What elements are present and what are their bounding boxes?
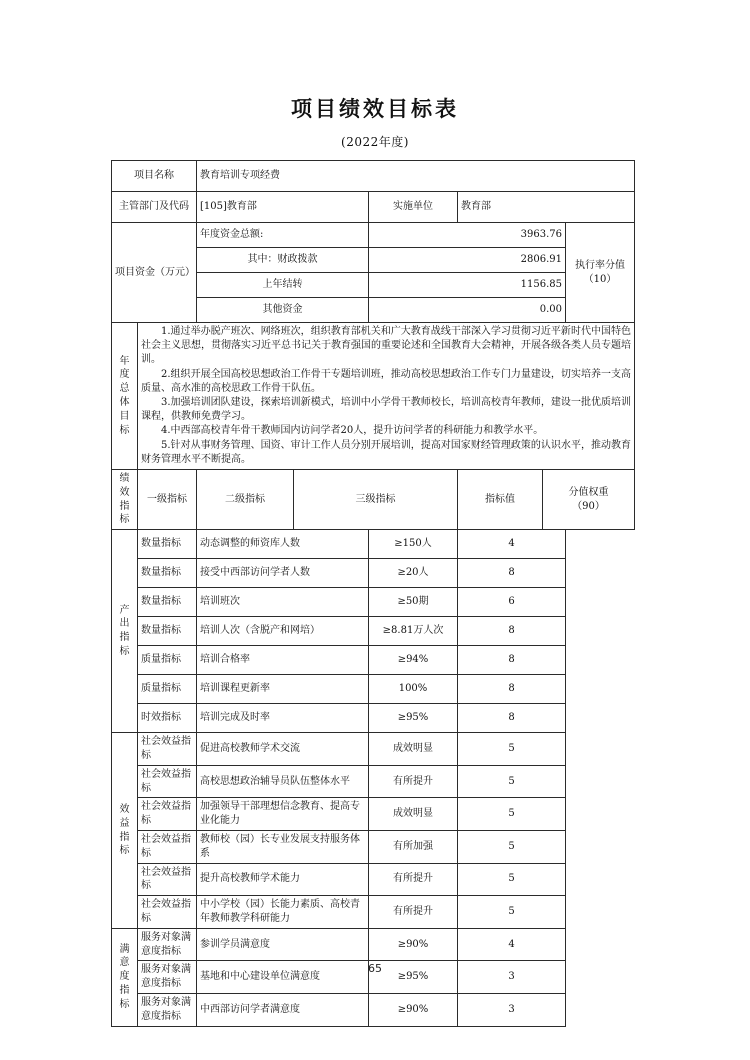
indicator-row <box>112 646 635 675</box>
project-name-label: 项目名称 <box>112 161 197 192</box>
indicator-row <box>112 831 635 864</box>
weight-cell: 5 <box>458 896 566 929</box>
indicator-row <box>112 733 635 766</box>
target-value-cell: ≥95% <box>369 961 458 994</box>
page-number: 65 <box>368 962 382 975</box>
weight-cell: 8 <box>458 704 566 733</box>
weight-cell: 4 <box>458 928 566 961</box>
funding-label: 项目资金（万元） <box>112 223 197 323</box>
level3-indicator-cell: 高校思想政治辅导员队伍整体水平 <box>197 765 369 798</box>
project-name-value: 教育培训专项经费 <box>197 161 635 192</box>
page-title: 项目绩效目标表 <box>291 96 459 121</box>
performance-target-table <box>111 160 635 1027</box>
department-label: 主管部门及代码 <box>112 192 197 223</box>
weight-cell: 8 <box>458 559 566 588</box>
level3-indicator-cell: 中小学校（园）长能力素质、高校青年教师教学科研能力 <box>197 896 369 929</box>
header-weight <box>543 470 635 530</box>
target-value-cell: ≥20人 <box>369 559 458 588</box>
annual-goal-side-label: 年度总体目标 <box>112 323 138 470</box>
weight-cell: 4 <box>458 530 566 559</box>
goal-paragraph: 2.组织开展全国高校思想政治工作骨干专题培训班，推动高校思想政治工作专门力量建设，切实培养一支高质量、高水准的高校思政工作骨干队伍。 <box>141 368 631 394</box>
department-row <box>112 192 635 223</box>
level1-indicator-cell: 满意度指标 <box>112 928 138 1026</box>
level3-indicator-cell: 培训完成及时率 <box>197 704 369 733</box>
level2-indicator-cell: 社会效益指标 <box>138 765 197 798</box>
level2-indicator-cell: 数量指标 <box>138 559 197 588</box>
implement-unit-value: 教育部 <box>458 192 635 223</box>
funding-row-value: 0.00 <box>369 298 566 323</box>
project-name-row <box>112 161 635 192</box>
header-weight-line1: 分值权重 <box>568 486 609 498</box>
goal-paragraph: 5.针对从事财务管理、国资、审计工作人员分别开展培训，提高对国家财经管理政策的认识水平，推动教育财务管理水平不断提高。 <box>141 439 631 465</box>
level2-indicator-cell: 社会效益指标 <box>138 831 197 864</box>
level2-indicator-cell: 服务对象满意度指标 <box>138 928 197 961</box>
indicator-row <box>112 617 635 646</box>
level2-indicator-cell: 数量指标 <box>138 617 197 646</box>
goal-paragraph: 4.中西部高校青年骨干教师国内访问学者20人，提升访问学者的科研能力和教学水平。 <box>161 425 544 437</box>
header-level2: 二级指标 <box>197 470 294 530</box>
weight-cell: 5 <box>458 863 566 896</box>
funding-row-label: 上年结转 <box>197 273 369 298</box>
level3-indicator-cell: 接受中西部访问学者人数 <box>197 559 369 588</box>
annual-goal-text <box>138 323 635 470</box>
goal-paragraph: 3.加强培训团队建设，探索培训新模式，培训中小学骨干教师校长，培训高校青年教师，建设一批优质培训课程，供教师免费学习。 <box>141 397 631 423</box>
header-level3: 三级指标 <box>294 470 458 530</box>
indicator-row <box>112 765 635 798</box>
indicator-row <box>112 559 635 588</box>
target-value-cell: 有所加强 <box>369 831 458 864</box>
level2-indicator-cell: 社会效益指标 <box>138 798 197 831</box>
target-value-cell: 有所提升 <box>369 863 458 896</box>
weight-cell: 5 <box>458 831 566 864</box>
indicator-row <box>112 863 635 896</box>
indicator-row <box>112 588 635 617</box>
level2-indicator-cell: 数量指标 <box>138 530 197 559</box>
level3-indicator-cell: 培训课程更新率 <box>197 675 369 704</box>
weight-cell: 3 <box>458 993 566 1026</box>
level1-indicator-cell: 效益指标 <box>112 733 138 929</box>
indicator-row <box>112 704 635 733</box>
level3-indicator-cell: 中西部访问学者满意度 <box>197 993 369 1026</box>
level2-indicator-cell: 质量指标 <box>138 675 197 704</box>
level2-indicator-cell: 质量指标 <box>138 646 197 675</box>
funding-row-value: 3963.76 <box>369 223 566 248</box>
indicator-row <box>112 928 635 961</box>
weight-cell: 5 <box>458 733 566 766</box>
level3-indicator-cell: 培训合格率 <box>197 646 369 675</box>
header-target: 指标值 <box>458 470 543 530</box>
target-value-cell: 有所提升 <box>369 896 458 929</box>
indicators-side-label: 绩效指标 <box>112 470 138 530</box>
level3-indicator-cell: 动态调整的师资库人数 <box>197 530 369 559</box>
indicator-row <box>112 530 635 559</box>
level2-indicator-cell: 服务对象满意度指标 <box>138 961 197 994</box>
indicator-rows-body <box>112 530 635 1026</box>
level1-indicator-cell: 产出指标 <box>112 530 138 733</box>
annual-goal-row <box>112 323 635 470</box>
target-value-cell: ≥95% <box>369 704 458 733</box>
level2-indicator-cell: 社会效益指标 <box>138 863 197 896</box>
funding-row-value: 1156.85 <box>369 273 566 298</box>
header-level1: 一级指标 <box>138 470 197 530</box>
funding-row-label: 其他资金 <box>197 298 369 323</box>
target-value-cell: ≥94% <box>369 646 458 675</box>
level2-indicator-cell: 社会效益指标 <box>138 896 197 929</box>
execution-rate-cell <box>566 223 635 323</box>
weight-cell: 8 <box>458 617 566 646</box>
indicator-header-row <box>112 470 635 530</box>
execution-rate-label: 执行率分值 <box>575 259 625 271</box>
level3-indicator-cell: 培训班次 <box>197 588 369 617</box>
indicator-row <box>112 675 635 704</box>
level3-indicator-cell: 参训学员满意度 <box>197 928 369 961</box>
level2-indicator-cell: 社会效益指标 <box>138 733 197 766</box>
level2-indicator-cell: 时效指标 <box>138 704 197 733</box>
level2-indicator-cell: 数量指标 <box>138 588 197 617</box>
indicator-row <box>112 896 635 929</box>
level3-indicator-cell: 促进高校教师学术交流 <box>197 733 369 766</box>
target-value-cell: ≥8.81万人次 <box>369 617 458 646</box>
level3-indicator-cell: 加强领导干部理想信念教育、提高专业化能力 <box>197 798 369 831</box>
department-value: [105]教育部 <box>197 192 369 223</box>
level3-indicator-cell: 培训人次（含脱产和网培） <box>197 617 369 646</box>
target-value-cell: 100% <box>369 675 458 704</box>
target-value-cell: 有所提升 <box>369 765 458 798</box>
target-value-cell: ≥90% <box>369 993 458 1026</box>
page-subtitle: (2022年度) <box>341 135 409 149</box>
header-weight-line2: （90） <box>572 500 605 512</box>
indicator-row <box>112 798 635 831</box>
weight-cell: 8 <box>458 675 566 704</box>
execution-rate-score: （10） <box>583 273 617 285</box>
funding-row-label: 年度资金总额: <box>197 223 369 248</box>
goal-paragraph: 1.通过举办脱产班次、网络班次，组织教育部机关和广大教育战线干部深入学习贯彻习近平新时代中国特色社会主义思想，贯彻落实习近平总书记关于教育强国的重要论述和全国教育大会精神，开展各级各类人员专题培训。 <box>141 326 631 366</box>
target-value-cell: ≥50期 <box>369 588 458 617</box>
implement-unit-label: 实施单位 <box>369 192 458 223</box>
weight-cell: 3 <box>458 961 566 994</box>
target-value-cell: ≥90% <box>369 928 458 961</box>
funding-row-value: 2806.91 <box>369 248 566 273</box>
weight-cell: 5 <box>458 765 566 798</box>
funding-row <box>112 223 635 248</box>
weight-cell: 8 <box>458 646 566 675</box>
weight-cell: 6 <box>458 588 566 617</box>
level3-indicator-cell: 教师校（园）长专业发展支持服务体系 <box>197 831 369 864</box>
target-value-cell: ≥150人 <box>369 530 458 559</box>
level3-indicator-cell: 提升高校教师学术能力 <box>197 863 369 896</box>
target-value-cell: 成效明显 <box>369 798 458 831</box>
level2-indicator-cell: 服务对象满意度指标 <box>138 993 197 1026</box>
funding-row-label: 其中：财政拨款 <box>197 248 369 273</box>
level3-indicator-cell: 基地和中心建设单位满意度 <box>197 961 369 994</box>
target-value-cell: 成效明显 <box>369 733 458 766</box>
weight-cell: 5 <box>458 798 566 831</box>
indicator-row <box>112 993 635 1026</box>
